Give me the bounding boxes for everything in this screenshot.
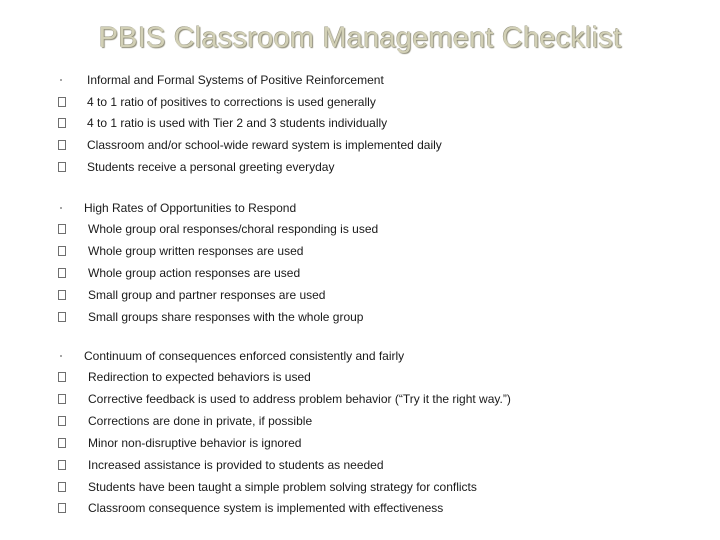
checkbox-icon[interactable] bbox=[58, 290, 66, 300]
checklist-item-label: Whole group written responses are used bbox=[88, 244, 304, 258]
checklist-item-label: Students have been taught a simple problem solving strategy for conflicts bbox=[88, 480, 477, 494]
bullet-dot-icon bbox=[60, 355, 62, 357]
section-heading-text: Informal and Formal Systems of Positive Reinforcement bbox=[87, 73, 384, 87]
checklist-item-label: Increased assistance is provided to students as needed bbox=[88, 458, 384, 472]
checkbox-icon[interactable] bbox=[58, 118, 66, 128]
checklist-item-label: Whole group action responses are used bbox=[88, 266, 301, 280]
checklist-item-label: Students receive a personal greeting everyday bbox=[87, 160, 335, 174]
checklist-item-label: 4 to 1 ratio of positives to corrections is used generally bbox=[87, 95, 376, 109]
checkbox-icon[interactable] bbox=[58, 482, 66, 492]
checkbox-icon[interactable] bbox=[58, 438, 66, 448]
checklist-item-label: Minor non-disruptive behavior is ignored bbox=[88, 436, 302, 450]
checklist-item-label: Corrective feedback is used to address problem behavior (“Try it the right way.”) bbox=[88, 392, 511, 406]
checklist-item-label: Small group and partner responses are used bbox=[88, 288, 326, 302]
bullet-dot-icon bbox=[60, 207, 62, 209]
checkbox-icon[interactable] bbox=[58, 97, 66, 107]
checkbox-icon[interactable] bbox=[58, 394, 66, 404]
page-title: PBIS Classroom Management Checklist bbox=[98, 22, 622, 54]
checklist-item-label: Redirection to expected behaviors is used bbox=[88, 370, 311, 384]
section-heading-text: High Rates of Opportunities to Respond bbox=[84, 201, 297, 215]
checklist-item-label: Corrections are done in private, if possible bbox=[88, 414, 313, 428]
checkbox-icon[interactable] bbox=[58, 224, 66, 234]
checkbox-icon[interactable] bbox=[58, 372, 66, 382]
checklist-item-label: Small groups share responses with the whole group bbox=[88, 310, 364, 324]
checkbox-icon[interactable] bbox=[58, 140, 66, 150]
checklist-item-label: Classroom consequence system is implemented with effectiveness bbox=[88, 501, 444, 515]
checkbox-icon[interactable] bbox=[58, 268, 66, 278]
checklist-item-label: Classroom and/or school-wide reward system is implemented daily bbox=[87, 138, 442, 152]
checklist-item-label: Whole group oral responses/choral responding is used bbox=[88, 222, 379, 236]
bullet-dot-icon bbox=[60, 79, 62, 81]
checklist-item-label: 4 to 1 ratio is used with Tier 2 and 3 students individually bbox=[87, 116, 388, 130]
checkbox-icon[interactable] bbox=[58, 246, 66, 256]
checkbox-icon[interactable] bbox=[58, 503, 66, 513]
checkbox-icon[interactable] bbox=[58, 312, 66, 322]
checkbox-icon[interactable] bbox=[58, 162, 66, 172]
checkbox-icon[interactable] bbox=[58, 416, 66, 426]
checkbox-icon[interactable] bbox=[58, 460, 66, 470]
section-heading-text: Continuum of consequences enforced consistently and fairly bbox=[84, 349, 405, 363]
